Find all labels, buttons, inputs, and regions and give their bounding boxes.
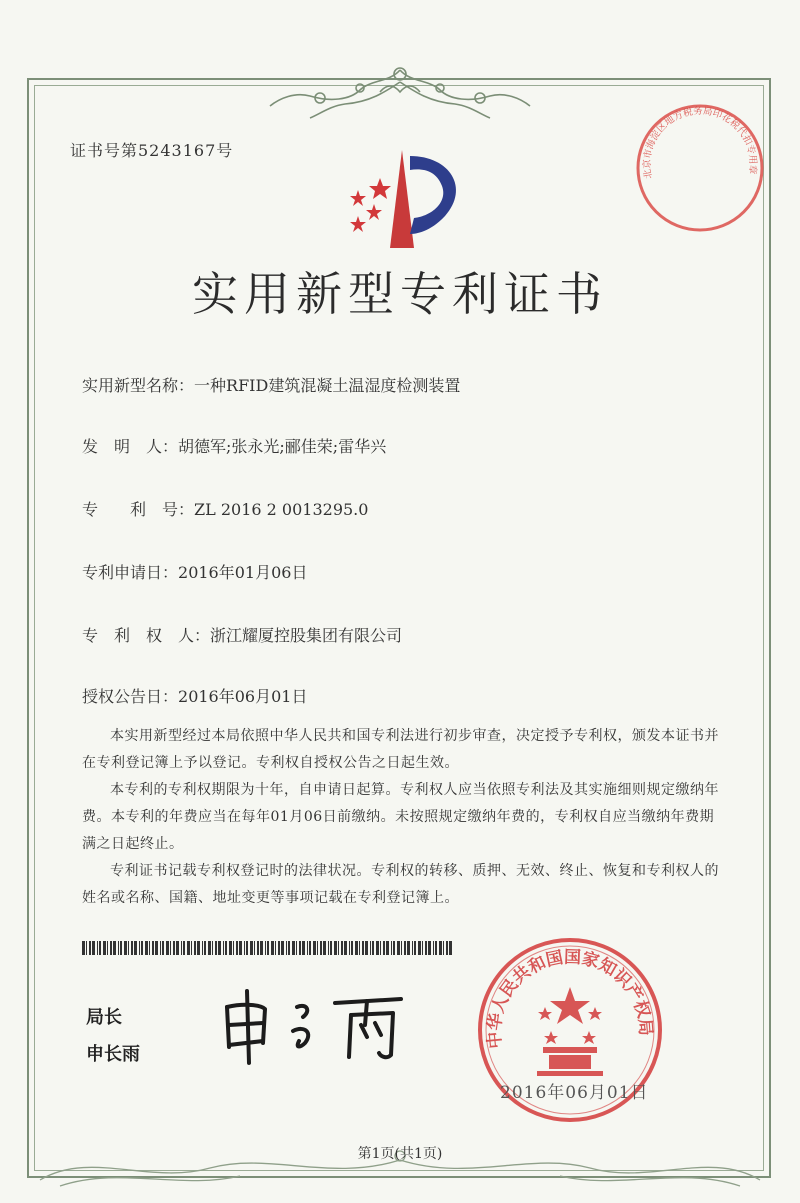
field-value: ZL 2016 2 0013295.0 xyxy=(194,500,369,519)
tax-stamp xyxy=(630,98,770,238)
field-value: 2016年01月06日 xyxy=(178,563,308,582)
handwritten-signature xyxy=(215,985,415,1065)
seal-text: 中华人民共和国国家知识产权局 xyxy=(484,947,656,1050)
field-value: 浙江耀厦控股集团有限公司 xyxy=(210,626,403,645)
field-label: 专利申请日： xyxy=(82,563,179,582)
field-value: 2016年06月01日 xyxy=(178,687,308,706)
field-inventors xyxy=(82,434,386,457)
field-utility-model-name xyxy=(82,373,460,396)
field-label: 专 利 权 人： xyxy=(82,626,211,645)
svg-text:北京市海淀区地方税务局印花税代扣专用章 xyxy=(641,105,759,180)
field-value: 一种RFID建筑混凝土温湿度检测装置 xyxy=(194,376,461,395)
field-grant-date xyxy=(82,684,307,707)
page-footer: 第1页(共1页) xyxy=(357,1146,443,1162)
barcode xyxy=(82,941,452,955)
body-paragraph: 本实用新型经过本局依照中华人民共和国专利法进行初步审查，决定授予专利权，颁发本证书并在专利登记簿上予以登记。专利权自授权公告之日起生效。 xyxy=(82,728,719,771)
field-patent-number xyxy=(82,497,368,520)
field-label: 专 利 号： xyxy=(82,500,195,519)
signatory-title: 局长 xyxy=(86,1007,122,1028)
seal-date: 2016年06月01日 xyxy=(500,1083,649,1103)
signatory-name: 申长雨 xyxy=(86,1044,140,1065)
body-paragraph: 本专利的专利权期限为十年，自申请日起算。专利权人应当依照专利法及其实施细则规定缴纳年费。本专利的年费应当在每年01月06日前缴纳。未按照规定缴纳年费的，专利权自应当缴纳年费期满之日起终止。 xyxy=(82,782,719,852)
body-paragraph: 专利证书记载专利权登记时的法律状况。专利权的转移、质押、无效、终止、恢复和专利权人的姓名或名称、国籍、地址变更等事项记载在专利登记簿上。 xyxy=(82,863,719,906)
certificate-number: 证书号第5243167号 xyxy=(70,141,234,160)
field-patentee xyxy=(82,623,402,646)
tax-stamp-text: 北京市海淀区地方税务局印花税代扣专用章 xyxy=(641,105,759,180)
field-label: 实用新型名称： xyxy=(82,376,195,395)
field-value: 胡德军;张永光;郦佳荣;雷华兴 xyxy=(178,437,387,456)
top-ornament xyxy=(250,62,550,124)
certificate-title: 实用新型专利证书 xyxy=(192,267,608,321)
patent-office-logo-icon xyxy=(330,148,470,258)
field-label: 发 明 人： xyxy=(82,437,179,456)
certificate-body-text xyxy=(82,723,722,912)
field-label: 授权公告日： xyxy=(82,687,179,706)
field-filing-date xyxy=(82,560,307,583)
